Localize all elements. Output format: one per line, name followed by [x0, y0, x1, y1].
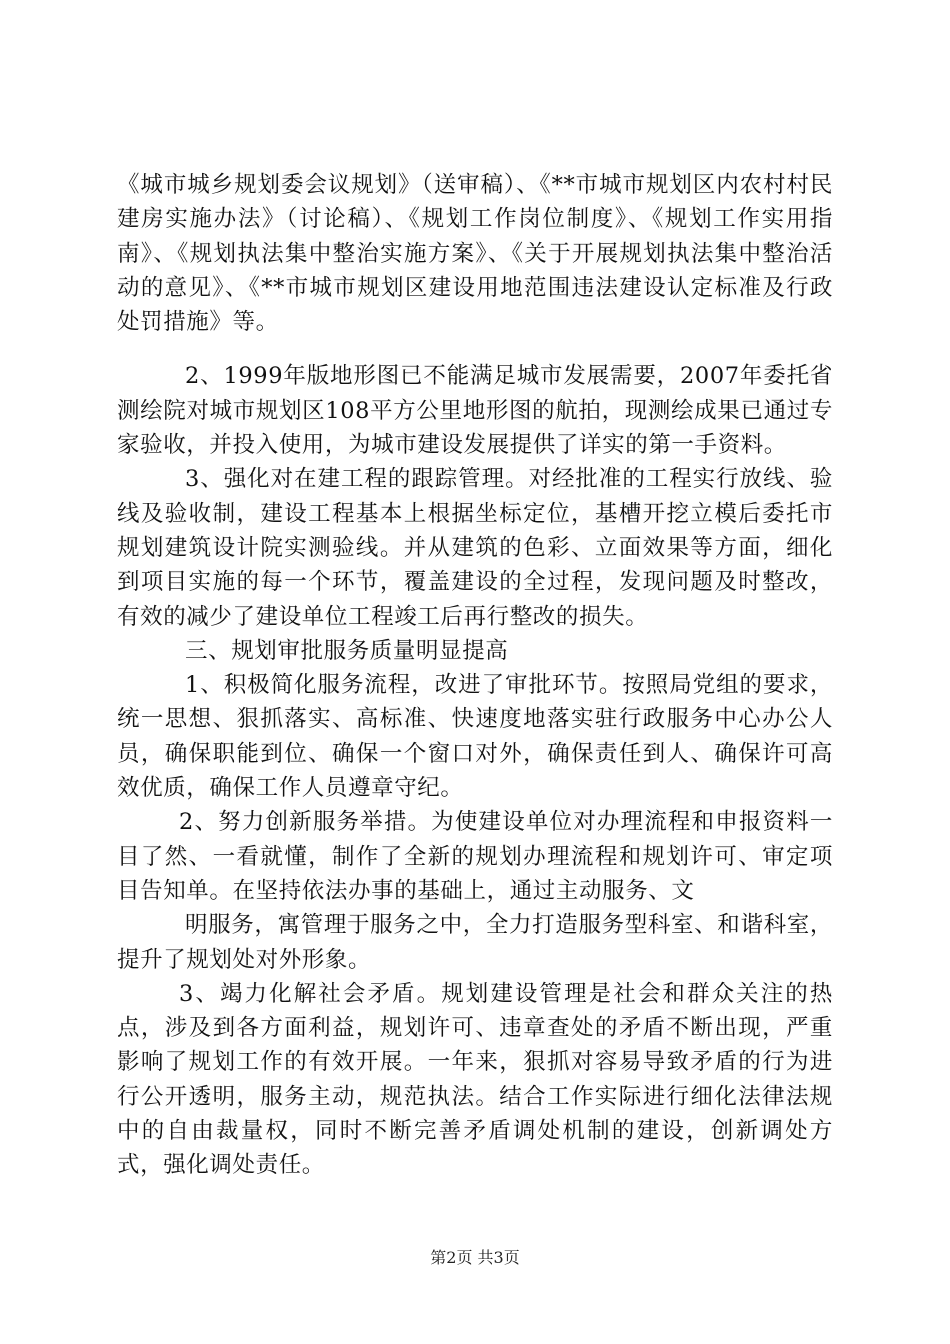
section-heading-approval-quality: 三、规划审批服务质量明显提高 — [185, 637, 509, 664]
page-footer: 第2页 共3页 — [430, 1248, 520, 1267]
paragraph-topographic-map: 2、1999年版地形图已不能满足城市发展需要，2007年委托省测绘院对城市规划区108平方公里地形图的航拍，现测绘成果已通过专家验收，并投入使用，为城市建设发展提供了详实的第一手资料。 — [117, 363, 833, 459]
paragraph-service-innovation: 2、努力创新服务举措。为使建设单位对办理流程和申报资料一目了然、一看就懂，制作了全新的规划办理流程和规划许可、审定项目告知单。在坚持依法办事的基础上，通过主动服务、文 — [117, 809, 833, 904]
paragraph-civil-service: 明服务，寓管理于服务之中，全力打造服务型科室、和谐科室，提升了规划处对外形象。 — [117, 912, 833, 973]
paragraph-simplify-process: 1、积极简化服务流程，改进了审批环节。按照局党组的要求，统一思想、狠抓落实、高标准、快速度地落实驻行政服务中心办公人员，确保职能到位、确保一个窗口对外，确保责任到人、确保许可高效优质，确保工作人员遵章守纪。 — [117, 672, 833, 802]
paragraph-resolve-conflicts: 3、竭力化解社会矛盾。规划建设管理是社会和群众关注的热点，涉及到各方面利益，规划许可、违章查处的矛盾不断出现，严重影响了规划工作的有效开展。一年来，狠抓对容易导致矛盾的行为进行公开透明，服务主动，规范执法。结合工作实际进行细化法律法规中的自由裁量权，同时不断完善矛盾调处机制的建设，创新调处方式，强化调处责任。 — [117, 980, 833, 1179]
paragraph-construction-tracking: 3、强化对在建工程的跟踪管理。对经批准的工程实行放线、验线及验收制，建设工程基本上根据坐标定位，基槽开挖立模后委托市规划建筑设计院实测验线。并从建筑的色彩、立面效果等方面，细化到项目实施的每一个环节，覆盖建设的全过程，发现问题及时整改，有效的减少了建设单位工程竣工后再行整改的损失。 — [117, 466, 833, 630]
document-body — [117, 168, 833, 1183]
paragraph-regulations-list: 《城市城乡规划委会议规划》（送审稿）、《**市城市规划区内农村村民建房实施办法》（讨论稿）、《规划工作岗位制度》、《规划工作实用指南》、《规划执法集中整治实施方案》、《关于开展规划执法集中整治活动的意见》、《**市城市规划区建设用地范围违法建设认定标准及行政处罚措施》等。 — [117, 172, 833, 336]
